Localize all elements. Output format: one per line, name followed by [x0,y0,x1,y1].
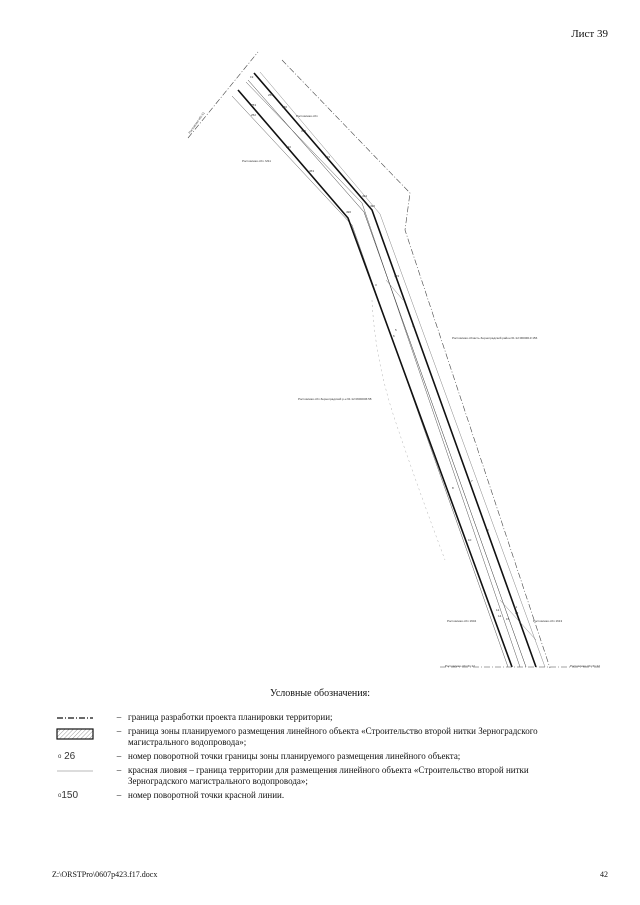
point-number: 15 [506,617,510,621]
point-number: 13 [515,611,519,615]
legend-title: Условные обозначения: [269,688,370,699]
point-number: 19 [250,75,254,79]
legend-dash: – [116,751,122,761]
map-label: Ростовская обл 1613 [533,619,563,623]
corridor-line-west [238,90,512,667]
legend-item-zone [55,726,585,748]
map-label: Ростовская обл. М11 [242,159,271,163]
legend-text: граница разработки проекта планировки территории; [128,712,333,722]
map-label: Ростовская обл Зерноградский р-н 61:12:0600006:58 [298,397,372,401]
point-number: 350 [282,105,288,109]
point-number: 395 [301,129,307,133]
map-label: Ростовская обл [296,114,318,118]
point-26-symbol: o 26 [58,751,76,762]
point-number: 494 [362,194,368,198]
point-numbers [250,75,519,621]
map-label: Ростовская обл 61:12 [445,664,475,668]
point-number: 496 [346,210,352,214]
development-boundary-west [188,52,258,138]
point-number: 4 [412,324,414,328]
map-label: Ростовская обл 61:12 [570,664,600,668]
legend-dash: – [116,790,122,800]
legend-text: граница зоны планируемого размещения линейного объекта «Строительство второй нитки Зерноградского магистрального водопровода»; [128,726,538,747]
point-150-symbol: o150 [58,790,79,801]
hatched-rect-symbol [55,726,110,737]
point-number: 7 [471,479,473,483]
point-number: 493 [325,155,331,159]
corridor-center-line [248,80,526,667]
point-number: 3 [375,283,377,287]
map-label: Ростовская обл 61 [187,111,206,135]
legend-dash: – [116,765,122,775]
point-number: 5 [395,328,397,332]
sheet-label: Лист 39 [571,28,608,40]
corridor-line-east [254,73,536,667]
legend-item-boundary [55,712,585,723]
point-symbol-label: 26 [64,751,76,762]
map-label: Ростовская обл 1604 [447,619,477,623]
point-number: 10 [468,538,472,542]
legend-item-point [55,751,585,762]
map-label: Ростовская область Зерноградский район 61:12:0600013:156 [452,336,538,340]
dash-dot-line-symbol [55,712,110,723]
file-path: Z:\ORSTPro\0607p423.f17.docx [52,870,158,879]
point-number: 840 [286,145,292,149]
point-number: 453 [309,169,315,173]
legend [55,712,585,804]
legend-dash: – [116,712,122,722]
legend-item-red-point [55,790,585,801]
point-number: 253 [251,103,257,107]
point-number: 252 [251,113,257,117]
point-number: 254 [268,93,274,97]
point-number: 12 [496,608,500,612]
thin-line-symbol [55,765,110,776]
legend-text: номер поворотной точки границы зоны планируемого размещения линейного объекта; [128,751,461,761]
legend-item-red-line [55,765,585,787]
legend-dash: – [116,726,122,736]
parcel-line [232,96,508,667]
point-number: 9 [487,528,489,532]
point-symbol-label: 150 [61,790,79,801]
point-number: 6 [393,334,395,338]
point-number: 11 [514,605,518,609]
parcel-line [246,82,520,667]
point-number: 490 [370,204,376,208]
point-number: 14 [498,614,502,618]
legend-text: номер поворотной точки красной линии. [128,790,285,800]
point-number: 493 [394,274,400,278]
page-number: 42 [600,870,608,879]
point-number: 8 [452,486,454,490]
legend-text: красная лиовия – граница территории для размещения линейного объекта «Строительство второй нитки Зерноградского магистрального водопровода»; [128,765,529,786]
